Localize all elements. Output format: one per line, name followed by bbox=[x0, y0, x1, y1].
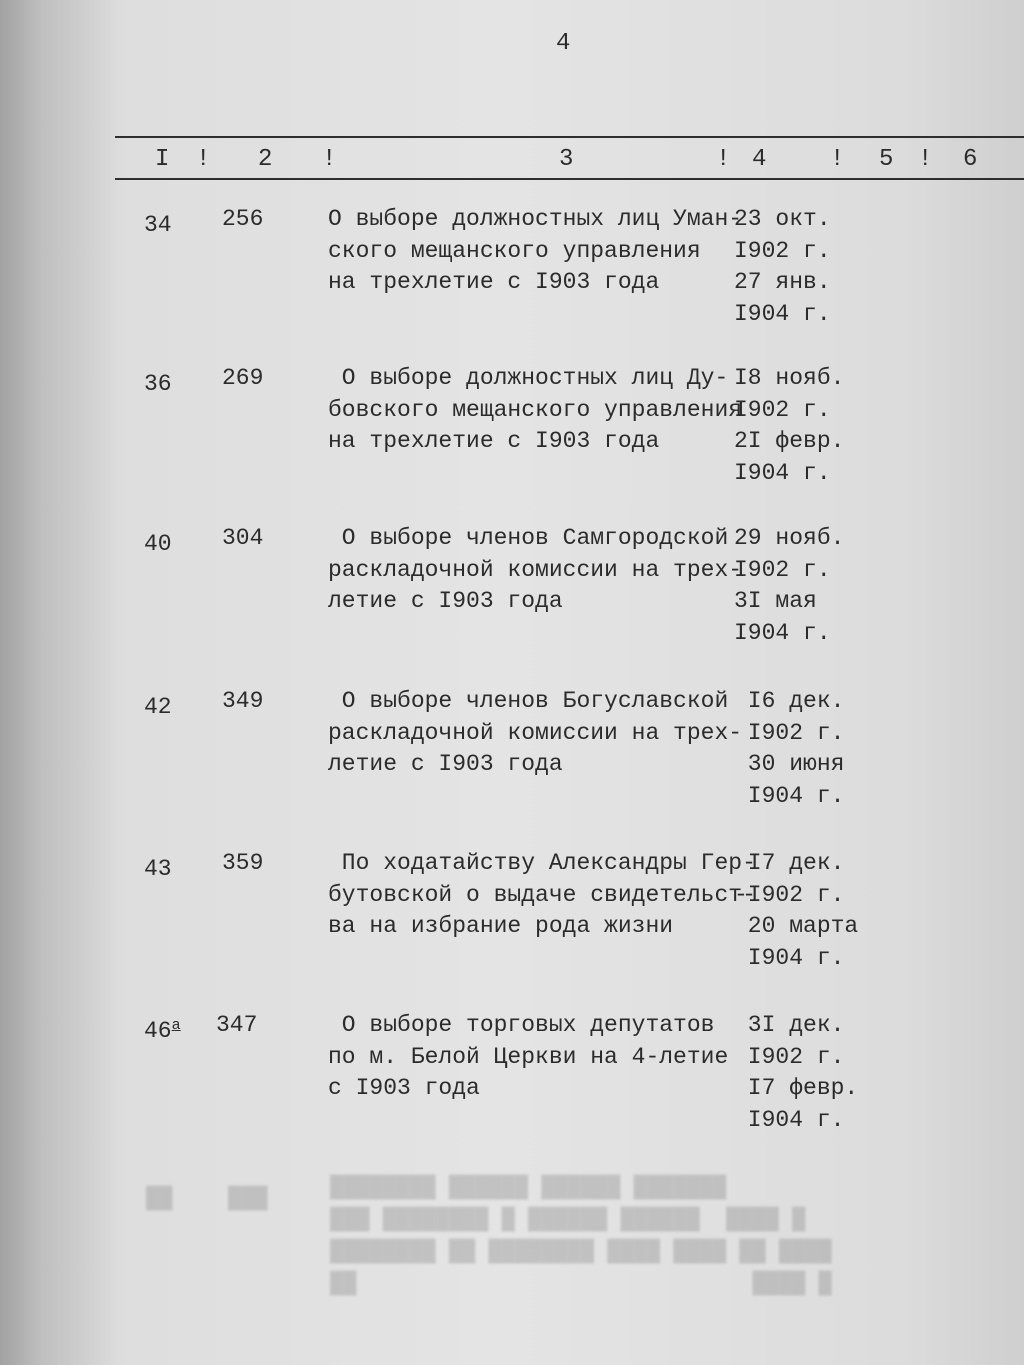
date-line: I6 дек. bbox=[734, 688, 845, 714]
page-shadow bbox=[0, 0, 120, 1365]
case-number: 34 bbox=[144, 212, 172, 238]
date-line: -I902 г. bbox=[734, 881, 845, 908]
case-title-line: О выборе должностных лиц Уман- bbox=[328, 206, 743, 232]
case-dates bbox=[734, 848, 884, 974]
case-dates bbox=[734, 523, 884, 649]
date-line: I904 г. bbox=[734, 782, 845, 809]
header-col-4: 4 bbox=[752, 146, 767, 173]
header-separator: ! bbox=[322, 146, 337, 173]
case-title-line: с I903 года bbox=[328, 1075, 480, 1101]
date-line: 3I мая bbox=[734, 588, 817, 614]
case-number: 42 bbox=[144, 694, 172, 720]
fund-number: 347 bbox=[216, 1012, 258, 1038]
date-line: I902 г. bbox=[734, 396, 831, 423]
page-number: 4 bbox=[556, 30, 571, 57]
case-dates bbox=[734, 363, 884, 489]
case-title bbox=[328, 523, 743, 618]
case-title-line: на трехлетие с I903 года bbox=[328, 269, 660, 295]
header-col-6: 6 bbox=[963, 146, 978, 173]
case-title-line: По ходатайству Александры Гер- bbox=[328, 850, 756, 876]
case-title bbox=[328, 686, 743, 781]
case-number: 40 bbox=[144, 531, 172, 557]
show-through-number: ██ bbox=[146, 1186, 173, 1211]
fund-number: 359 bbox=[222, 850, 264, 876]
case-title-line: ского мещанского управления bbox=[328, 237, 701, 264]
date-line: I904 г. bbox=[734, 300, 831, 327]
date-line: 27 янв. bbox=[734, 269, 831, 295]
case-title-line: на трехлетие с I903 года bbox=[328, 428, 660, 454]
date-line: I904 г. bbox=[734, 459, 831, 486]
header-bottom-rule bbox=[115, 178, 1024, 180]
case-title bbox=[328, 363, 743, 458]
date-line: 20 марта bbox=[734, 913, 859, 939]
header-separator: ! bbox=[830, 146, 845, 173]
show-through-number: ███ bbox=[228, 1186, 268, 1211]
date-line: I904 г. bbox=[734, 619, 831, 646]
date-line: I7 дек. bbox=[734, 850, 845, 876]
case-number: 43 bbox=[144, 856, 172, 882]
header-col-2: 2 bbox=[258, 146, 273, 173]
header-separator: ! bbox=[196, 146, 211, 173]
table-header bbox=[0, 146, 1024, 174]
date-line: 23 окт. bbox=[734, 206, 831, 232]
date-line: I8 нояб. bbox=[734, 365, 845, 391]
fund-number: 256 bbox=[222, 206, 264, 232]
date-line: 2I февр. bbox=[734, 428, 845, 454]
case-title-line: О выборе членов Самгородской bbox=[328, 525, 729, 551]
header-col-3: 3 bbox=[559, 146, 574, 173]
case-title-line: раскладочной комиссии на трех- bbox=[328, 719, 743, 746]
case-dates bbox=[734, 686, 884, 812]
show-through-text: ████████ ██████ ██████ ███████ ███ ████████ █ ██████ ██████ ████ █ ████████ ██ ████████ ████ ████ ██ ████ ██ ████ █ bbox=[330, 1175, 832, 1296]
case-title-line: летие с I903 года bbox=[328, 751, 563, 777]
case-dates bbox=[734, 1010, 884, 1136]
date-line: 30 июня bbox=[734, 751, 845, 777]
header-col-1: I bbox=[155, 146, 170, 173]
header-separator: ! bbox=[716, 146, 731, 173]
date-line: I904 г. bbox=[734, 944, 845, 971]
case-number: 36 bbox=[144, 371, 172, 397]
date-line: I902 г. bbox=[734, 1043, 845, 1070]
case-title-line: по м. Белой Церкви на 4-летие bbox=[328, 1043, 729, 1070]
case-number: 46$^a$ bbox=[144, 1017, 181, 1044]
fund-number: 304 bbox=[222, 525, 264, 551]
date-line: I7 февр. bbox=[734, 1075, 859, 1101]
date-line: I902 г. bbox=[734, 237, 831, 264]
case-title-line: О выборе торговых депутатов bbox=[328, 1012, 715, 1038]
fund-number: 349 bbox=[222, 688, 264, 714]
case-title-line: летие с I903 года bbox=[328, 588, 563, 614]
date-line: 29 нояб. bbox=[734, 525, 845, 551]
case-title-line: О выборе членов Богуславской bbox=[328, 688, 729, 714]
case-title bbox=[328, 204, 743, 299]
header-col-5: 5 bbox=[879, 146, 894, 173]
header-separator: ! bbox=[918, 146, 933, 173]
case-title-line: ва на избрание рода жизни bbox=[328, 913, 674, 939]
case-dates bbox=[734, 204, 884, 330]
case-title bbox=[328, 1010, 738, 1105]
date-line: I904 г. bbox=[734, 1106, 845, 1133]
fund-number: 269 bbox=[222, 365, 264, 391]
case-title-line: О выборе должностных лиц Ду- bbox=[328, 365, 729, 391]
case-title-line: бутовской о выдаче свидетельст- bbox=[328, 881, 756, 908]
header-top-rule bbox=[115, 136, 1024, 138]
date-line: 3I дек. bbox=[734, 1012, 845, 1038]
date-line: I902 г. bbox=[734, 719, 845, 746]
date-line: I902 г. bbox=[734, 556, 831, 583]
case-title bbox=[328, 848, 756, 943]
case-title-line: бовского мещанского управления bbox=[328, 396, 743, 423]
case-title-line: раскладочной комиссии на трех- bbox=[328, 556, 743, 583]
